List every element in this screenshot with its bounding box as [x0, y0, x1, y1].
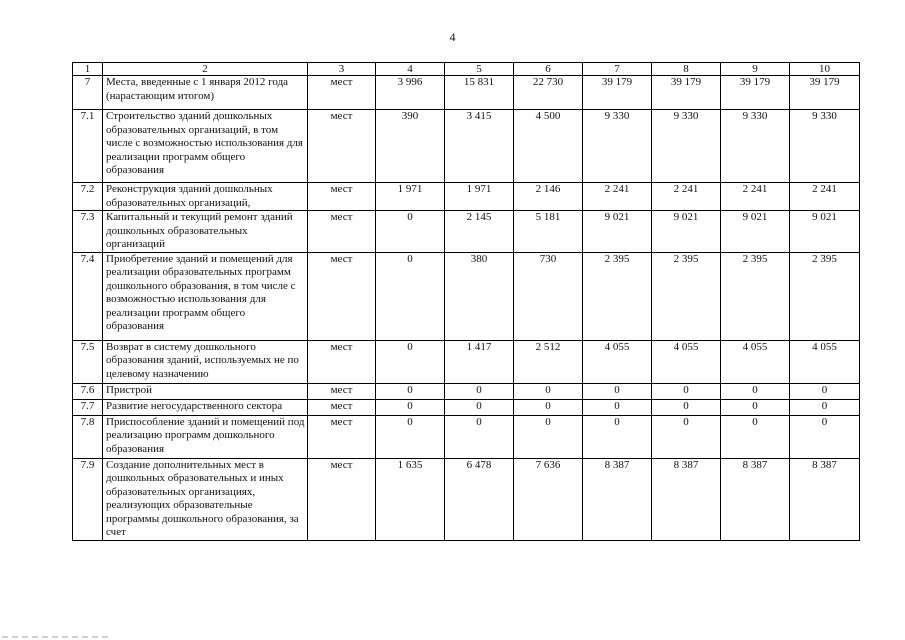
value-cell: 6 478 — [445, 458, 514, 540]
value-cell: 0 — [376, 415, 445, 458]
value-cell: 0 — [376, 252, 445, 340]
column-header: 6 — [514, 63, 583, 76]
value-cell: 39 179 — [652, 76, 721, 110]
value-cell: 0 — [652, 415, 721, 458]
value-cell: 9 330 — [790, 110, 860, 183]
value-cell: 1 971 — [376, 183, 445, 211]
row-number: 7.6 — [73, 383, 103, 399]
column-header: 9 — [721, 63, 790, 76]
value-cell: 0 — [721, 383, 790, 399]
value-cell: 2 146 — [514, 183, 583, 211]
value-cell: 15 831 — [445, 76, 514, 110]
value-cell: 0 — [583, 415, 652, 458]
table-row — [73, 340, 860, 383]
row-description: Пристрой — [103, 383, 308, 399]
row-number: 7.8 — [73, 415, 103, 458]
value-cell: 0 — [721, 399, 790, 415]
value-cell: 9 021 — [790, 211, 860, 253]
value-cell: 9 330 — [652, 110, 721, 183]
row-description: Реконструкция зданий дошкольных образовательных организаций, — [103, 183, 308, 211]
column-header: 10 — [790, 63, 860, 76]
value-cell: 39 179 — [790, 76, 860, 110]
value-cell: 39 179 — [721, 76, 790, 110]
table-row — [73, 383, 860, 399]
table-row — [73, 183, 860, 211]
value-cell: 0 — [376, 340, 445, 383]
page-number: 4 — [449, 30, 456, 44]
scan-artifact — [2, 636, 112, 638]
table-row — [73, 252, 860, 340]
row-number: 7.4 — [73, 252, 103, 340]
value-cell: 0 — [445, 383, 514, 399]
value-cell: 4 055 — [652, 340, 721, 383]
value-cell: 0 — [652, 383, 721, 399]
value-cell: 5 181 — [514, 211, 583, 253]
value-cell: 2 395 — [790, 252, 860, 340]
value-cell: 9 021 — [583, 211, 652, 253]
value-cell: 2 395 — [652, 252, 721, 340]
value-cell: 0 — [583, 399, 652, 415]
value-cell: 9 330 — [583, 110, 652, 183]
column-header: 4 — [376, 63, 445, 76]
row-unit: мест — [308, 415, 376, 458]
value-cell: 0 — [514, 383, 583, 399]
row-unit: мест — [308, 211, 376, 253]
row-unit: мест — [308, 183, 376, 211]
value-cell: 4 055 — [583, 340, 652, 383]
value-cell: 9 021 — [652, 211, 721, 253]
value-cell: 0 — [790, 383, 860, 399]
value-cell: 8 387 — [790, 458, 860, 540]
row-number: 7.5 — [73, 340, 103, 383]
row-number: 7.7 — [73, 399, 103, 415]
row-unit: мест — [308, 383, 376, 399]
row-unit: мест — [308, 252, 376, 340]
row-number: 7.2 — [73, 183, 103, 211]
value-cell: 0 — [376, 383, 445, 399]
value-cell: 2 395 — [721, 252, 790, 340]
value-cell: 390 — [376, 110, 445, 183]
value-cell: 1 635 — [376, 458, 445, 540]
row-description: Приспособление зданий и помещений под реализацию программ дошкольного образования — [103, 415, 308, 458]
value-cell: 4 055 — [721, 340, 790, 383]
row-description: Возврат в систему дошкольного образования зданий, используемых не по целевому назначению — [103, 340, 308, 383]
column-header: 5 — [445, 63, 514, 76]
row-unit: мест — [308, 110, 376, 183]
value-cell: 8 387 — [583, 458, 652, 540]
value-cell: 22 730 — [514, 76, 583, 110]
value-cell: 1 417 — [445, 340, 514, 383]
data-table — [72, 62, 860, 541]
column-header: 7 — [583, 63, 652, 76]
value-cell: 2 395 — [583, 252, 652, 340]
row-unit: мест — [308, 340, 376, 383]
value-cell: 2 512 — [514, 340, 583, 383]
value-cell: 2 145 — [445, 211, 514, 253]
value-cell: 2 241 — [652, 183, 721, 211]
column-header: 3 — [308, 63, 376, 76]
value-cell: 4 500 — [514, 110, 583, 183]
value-cell: 380 — [445, 252, 514, 340]
column-header: 8 — [652, 63, 721, 76]
value-cell: 0 — [445, 399, 514, 415]
table-row — [73, 415, 860, 458]
table-row — [73, 458, 860, 540]
value-cell: 0 — [514, 399, 583, 415]
value-cell: 0 — [790, 399, 860, 415]
row-number: 7 — [73, 76, 103, 110]
table-row — [73, 211, 860, 253]
value-cell: 9 021 — [721, 211, 790, 253]
row-unit: мест — [308, 458, 376, 540]
row-number: 7.3 — [73, 211, 103, 253]
value-cell: 0 — [790, 415, 860, 458]
table-row — [73, 399, 860, 415]
row-description: Места, введенные с 1 января 2012 года (нарастающим итогом) — [103, 76, 308, 110]
value-cell: 3 996 — [376, 76, 445, 110]
value-cell: 4 055 — [790, 340, 860, 383]
value-cell: 0 — [583, 383, 652, 399]
table-row — [73, 76, 860, 110]
value-cell: 730 — [514, 252, 583, 340]
value-cell: 39 179 — [583, 76, 652, 110]
row-description: Приобретение зданий и помещений для реализации образовательных программ дошкольного образования, в том числе с возможностью использования для реализации программ общего образования — [103, 252, 308, 340]
row-unit: мест — [308, 399, 376, 415]
row-description: Капитальный и текущий ремонт зданий дошкольных образовательных организаций — [103, 211, 308, 253]
value-cell: 8 387 — [721, 458, 790, 540]
column-header: 1 — [73, 63, 103, 76]
value-cell: 0 — [721, 415, 790, 458]
value-cell: 0 — [652, 399, 721, 415]
row-number: 7.9 — [73, 458, 103, 540]
value-cell: 3 415 — [445, 110, 514, 183]
value-cell: 1 971 — [445, 183, 514, 211]
value-cell: 2 241 — [790, 183, 860, 211]
value-cell: 2 241 — [721, 183, 790, 211]
value-cell: 0 — [514, 415, 583, 458]
row-unit: мест — [308, 76, 376, 110]
value-cell: 0 — [445, 415, 514, 458]
table-row — [73, 110, 860, 183]
value-cell: 0 — [376, 211, 445, 253]
row-description: Строительство зданий дошкольных образовательных организаций, в том числе с возможностью использования для реализации программ общего образования — [103, 110, 308, 183]
row-description: Создание дополнительных мест в дошкольных образовательных и иных образовательных организациях, реализующих образовательные программы дошкольного образования, за счет — [103, 458, 308, 540]
row-number: 7.1 — [73, 110, 103, 183]
row-description: Развитие негосударственного сектора — [103, 399, 308, 415]
value-cell: 2 241 — [583, 183, 652, 211]
header-row — [73, 63, 860, 76]
column-header: 2 — [103, 63, 308, 76]
value-cell: 8 387 — [652, 458, 721, 540]
value-cell: 7 636 — [514, 458, 583, 540]
value-cell: 9 330 — [721, 110, 790, 183]
value-cell: 0 — [376, 399, 445, 415]
